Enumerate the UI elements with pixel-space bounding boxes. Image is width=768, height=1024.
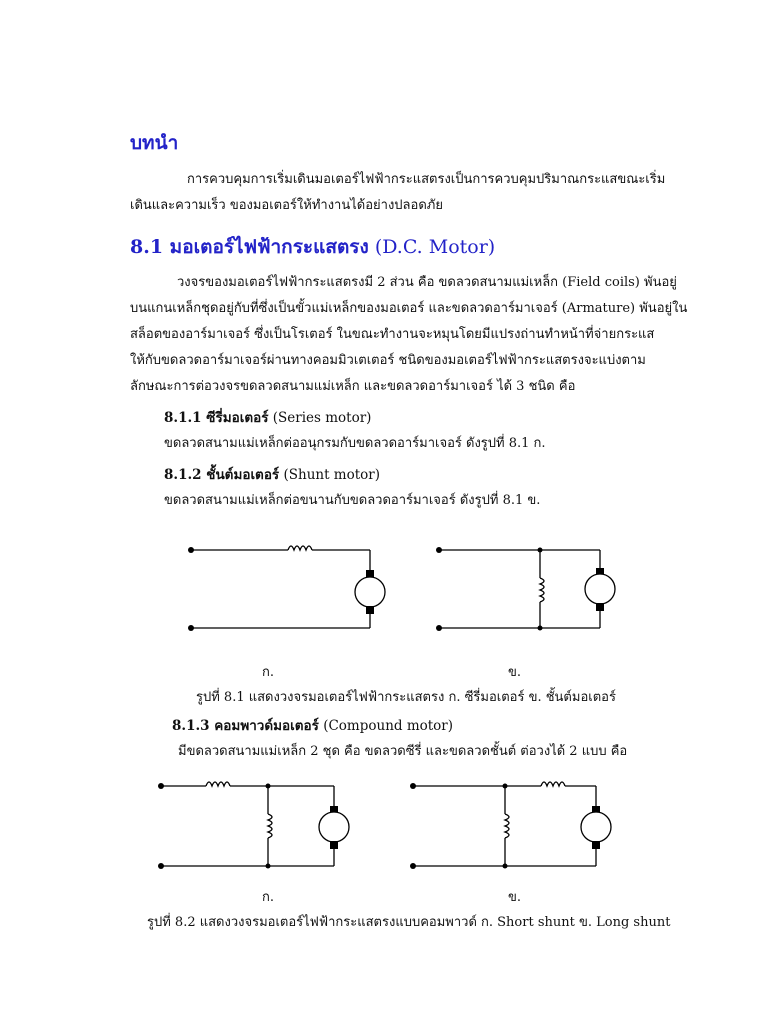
shunt-motor-english: (Shunt motor) bbox=[283, 467, 381, 483]
compound-motor-title: 8.1.3 คอมพาวด์มอเตอร์ bbox=[172, 718, 319, 734]
short-shunt-armature bbox=[319, 812, 349, 842]
section-para-line-3: สล็อตของอาร์มาเจอร์ ซึ่งเป็นโรเตอร์ ในขณะทำงานจะหมุนโดยมีแปรงถ่านทำหน้าที่จ่ายกระแส bbox=[130, 327, 655, 342]
compound-motor-desc: มีขดลวดสนามแม่เหล็ก 2 ชุด คือ ขดลวดซีรี่ และขดลวดชั้นต์ ต่อวงได้ 2 แบบ คือ bbox=[178, 744, 628, 759]
section-para-line-4: ให้กับขดลวดอาร์มาเจอร์ผ่านทางคอมมิวเตเตอร์ ชนิดของมอเตอร์ไฟฟ้ากระแสตรงจะแบ่งตาม bbox=[130, 353, 646, 368]
short-shunt-field-coil bbox=[268, 814, 272, 838]
short-shunt-circuit bbox=[158, 782, 349, 869]
short-shunt-series-coil bbox=[206, 782, 230, 786]
section-para-line-2: บนแกนเหล็กชุดอยู่กับที่ซึ่งเป็นขั้วแม่เหล็กของมอเตอร์ และขดลวดอาร์มาเจอร์ (Armature) พันอยู่ใน bbox=[130, 301, 688, 316]
series-motor-english: (Series motor) bbox=[272, 410, 372, 426]
intro-line-2: เดินและความเร็ว ของมอเตอร์ให้ทำงานได้อย่างปลอดภัย bbox=[130, 198, 443, 213]
long-shunt-field-coil bbox=[505, 814, 509, 838]
section-para-line-1: วงจรของมอเตอร์ไฟฟ้ากระแสตรงมี 2 ส่วน คือ ขดลวดสนามแม่เหล็ก (Field coils) พันอยู่ bbox=[177, 275, 677, 290]
series-motor-desc: ขดลวดสนามแม่เหล็กต่ออนุกรมกับขดลวดอาร์มาเจอร์ ดังรูปที่ 8.1 ก. bbox=[164, 436, 546, 451]
shunt-motor-title: 8.1.2 ชั้นต์มอเตอร์ bbox=[164, 467, 280, 483]
figure-8-2-label-b: ข. bbox=[508, 890, 522, 905]
series-motor-title: 8.1.1 ซีรี่มอเตอร์ bbox=[164, 410, 269, 426]
long-shunt-series-coil bbox=[541, 782, 565, 786]
shunt-motor-desc: ขดลวดสนามแม่เหล็กต่อขนานกับขดลวดอาร์มาเจอร์ ดังรูปที่ 8.1 ข. bbox=[164, 493, 541, 508]
section-title: 8.1 มอเตอร์ไฟฟ้ากระแสตรง bbox=[130, 236, 369, 258]
section-title-english: (D.C. Motor) bbox=[374, 236, 496, 258]
figure-8-2-label-a: ก. bbox=[262, 890, 275, 905]
figure-8-1-label-a: ก. bbox=[262, 665, 275, 680]
long-shunt-armature bbox=[581, 812, 611, 842]
figure-8-1-caption: รูปที่ 8.1 แสดงวงจรมอเตอร์ไฟฟ้ากระแสตรง ก. ซีรี่มอเตอร์ ข. ชั้นต์มอเตอร์ bbox=[196, 690, 616, 705]
intro-heading: บทนำ bbox=[130, 132, 179, 154]
intro-line-1: การควบคุมการเริ่มเดินมอเตอร์ไฟฟ้ากระแสตรงเป็นการควบคุมปริมาณกระแสขณะเริ่ม bbox=[187, 172, 666, 187]
compound-motor-english: (Compound motor) bbox=[323, 718, 454, 734]
long-shunt-circuit bbox=[410, 782, 611, 869]
figure-8-1-label-b: ข. bbox=[508, 665, 522, 680]
section-para-line-5: ลักษณะการต่อวงจรขดลวดสนามแม่เหล็ก และขดลวดอาร์มาเจอร์ ได้ 3 ชนิด คือ bbox=[130, 379, 576, 394]
figure-8-2-caption: รูปที่ 8.2 แสดงวงจรมอเตอร์ไฟฟ้ากระแสตรงแบบคอมพาวด์ ก. Short shunt ข. Long shunt bbox=[147, 915, 671, 930]
